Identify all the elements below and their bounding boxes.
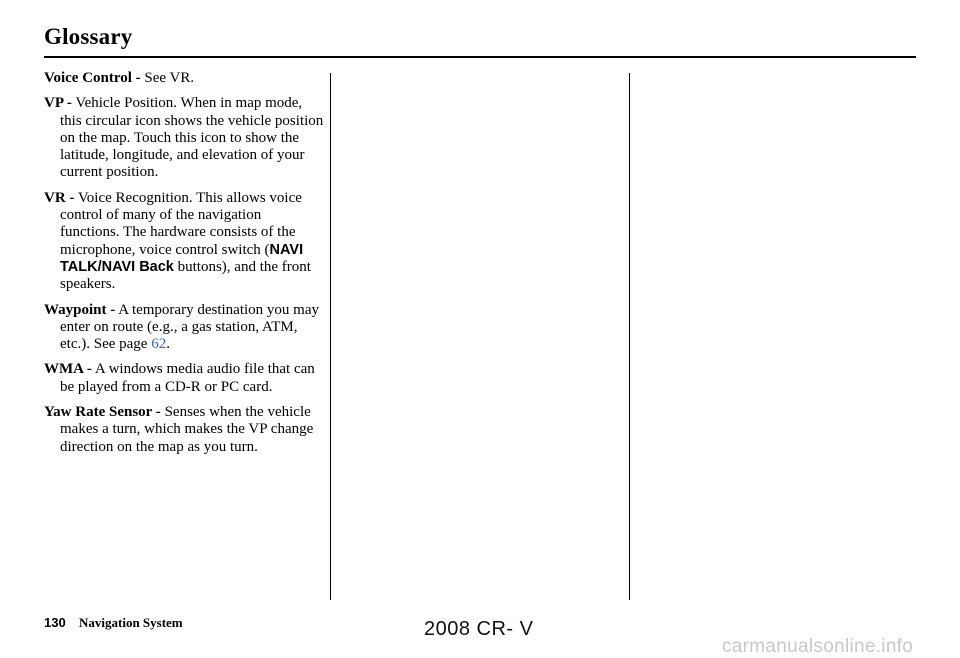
column-divider	[330, 73, 331, 600]
page-number: 130	[44, 615, 66, 630]
title-divider	[44, 56, 916, 58]
glossary-term: Voice Control -	[44, 70, 141, 86]
glossary-term: Waypoint -	[44, 301, 116, 318]
footer-section-title: Navigation System	[79, 615, 183, 630]
site-watermark: carmanualsonline.info	[722, 636, 914, 657]
model-watermark: 2008 CR- V	[424, 618, 534, 640]
glossary-term: VP -	[44, 95, 72, 112]
glossary-definition: A temporary destination you may enter on route (e.g., a gas station, ATM, etc.). See page	[60, 301, 319, 353]
glossary-definition: A windows media audio file that can be played from a CD-R or PC card.	[60, 361, 315, 395]
navi-buttons-label: NAVI TALK/NAVI Back	[60, 241, 304, 275]
glossary-term: Yaw Rate Sensor -	[44, 404, 161, 421]
glossary-entry-voice-control	[44, 70, 324, 87]
glossary-term: WMA -	[44, 361, 92, 378]
glossary-definition-end: buttons), and the front speakers.	[60, 258, 311, 293]
column-divider	[629, 73, 630, 600]
glossary-column	[44, 70, 324, 464]
glossary-definition: Vehicle Position. When in map mode, this circular icon shows the vehicle position on the map. Touch this icon to show the latitude, longitude, and elevation of your current position.	[60, 95, 324, 181]
glossary-definition: See VR.	[140, 70, 195, 86]
page-title: Glossary	[44, 24, 133, 49]
glossary-definition-end: .	[166, 336, 170, 353]
glossary-entry-waypoint	[44, 302, 324, 354]
glossary-entry-wma	[44, 361, 324, 396]
glossary-definition: Senses when the vehicle makes a turn, which makes the VP change direction on the map as you turn.	[60, 404, 314, 455]
glossary-entry-yaw-rate-sensor	[44, 404, 324, 456]
glossary-entry-vr	[44, 190, 324, 294]
glossary-entry-vp	[44, 95, 324, 181]
glossary-term: VR -	[44, 189, 75, 206]
glossary-definition: Voice Recognition. This allows voice control of many of the navigation functions. The hardware consists of the microphone, voice control switch (	[60, 189, 302, 258]
page-reference-link[interactable]: 62	[151, 336, 167, 353]
